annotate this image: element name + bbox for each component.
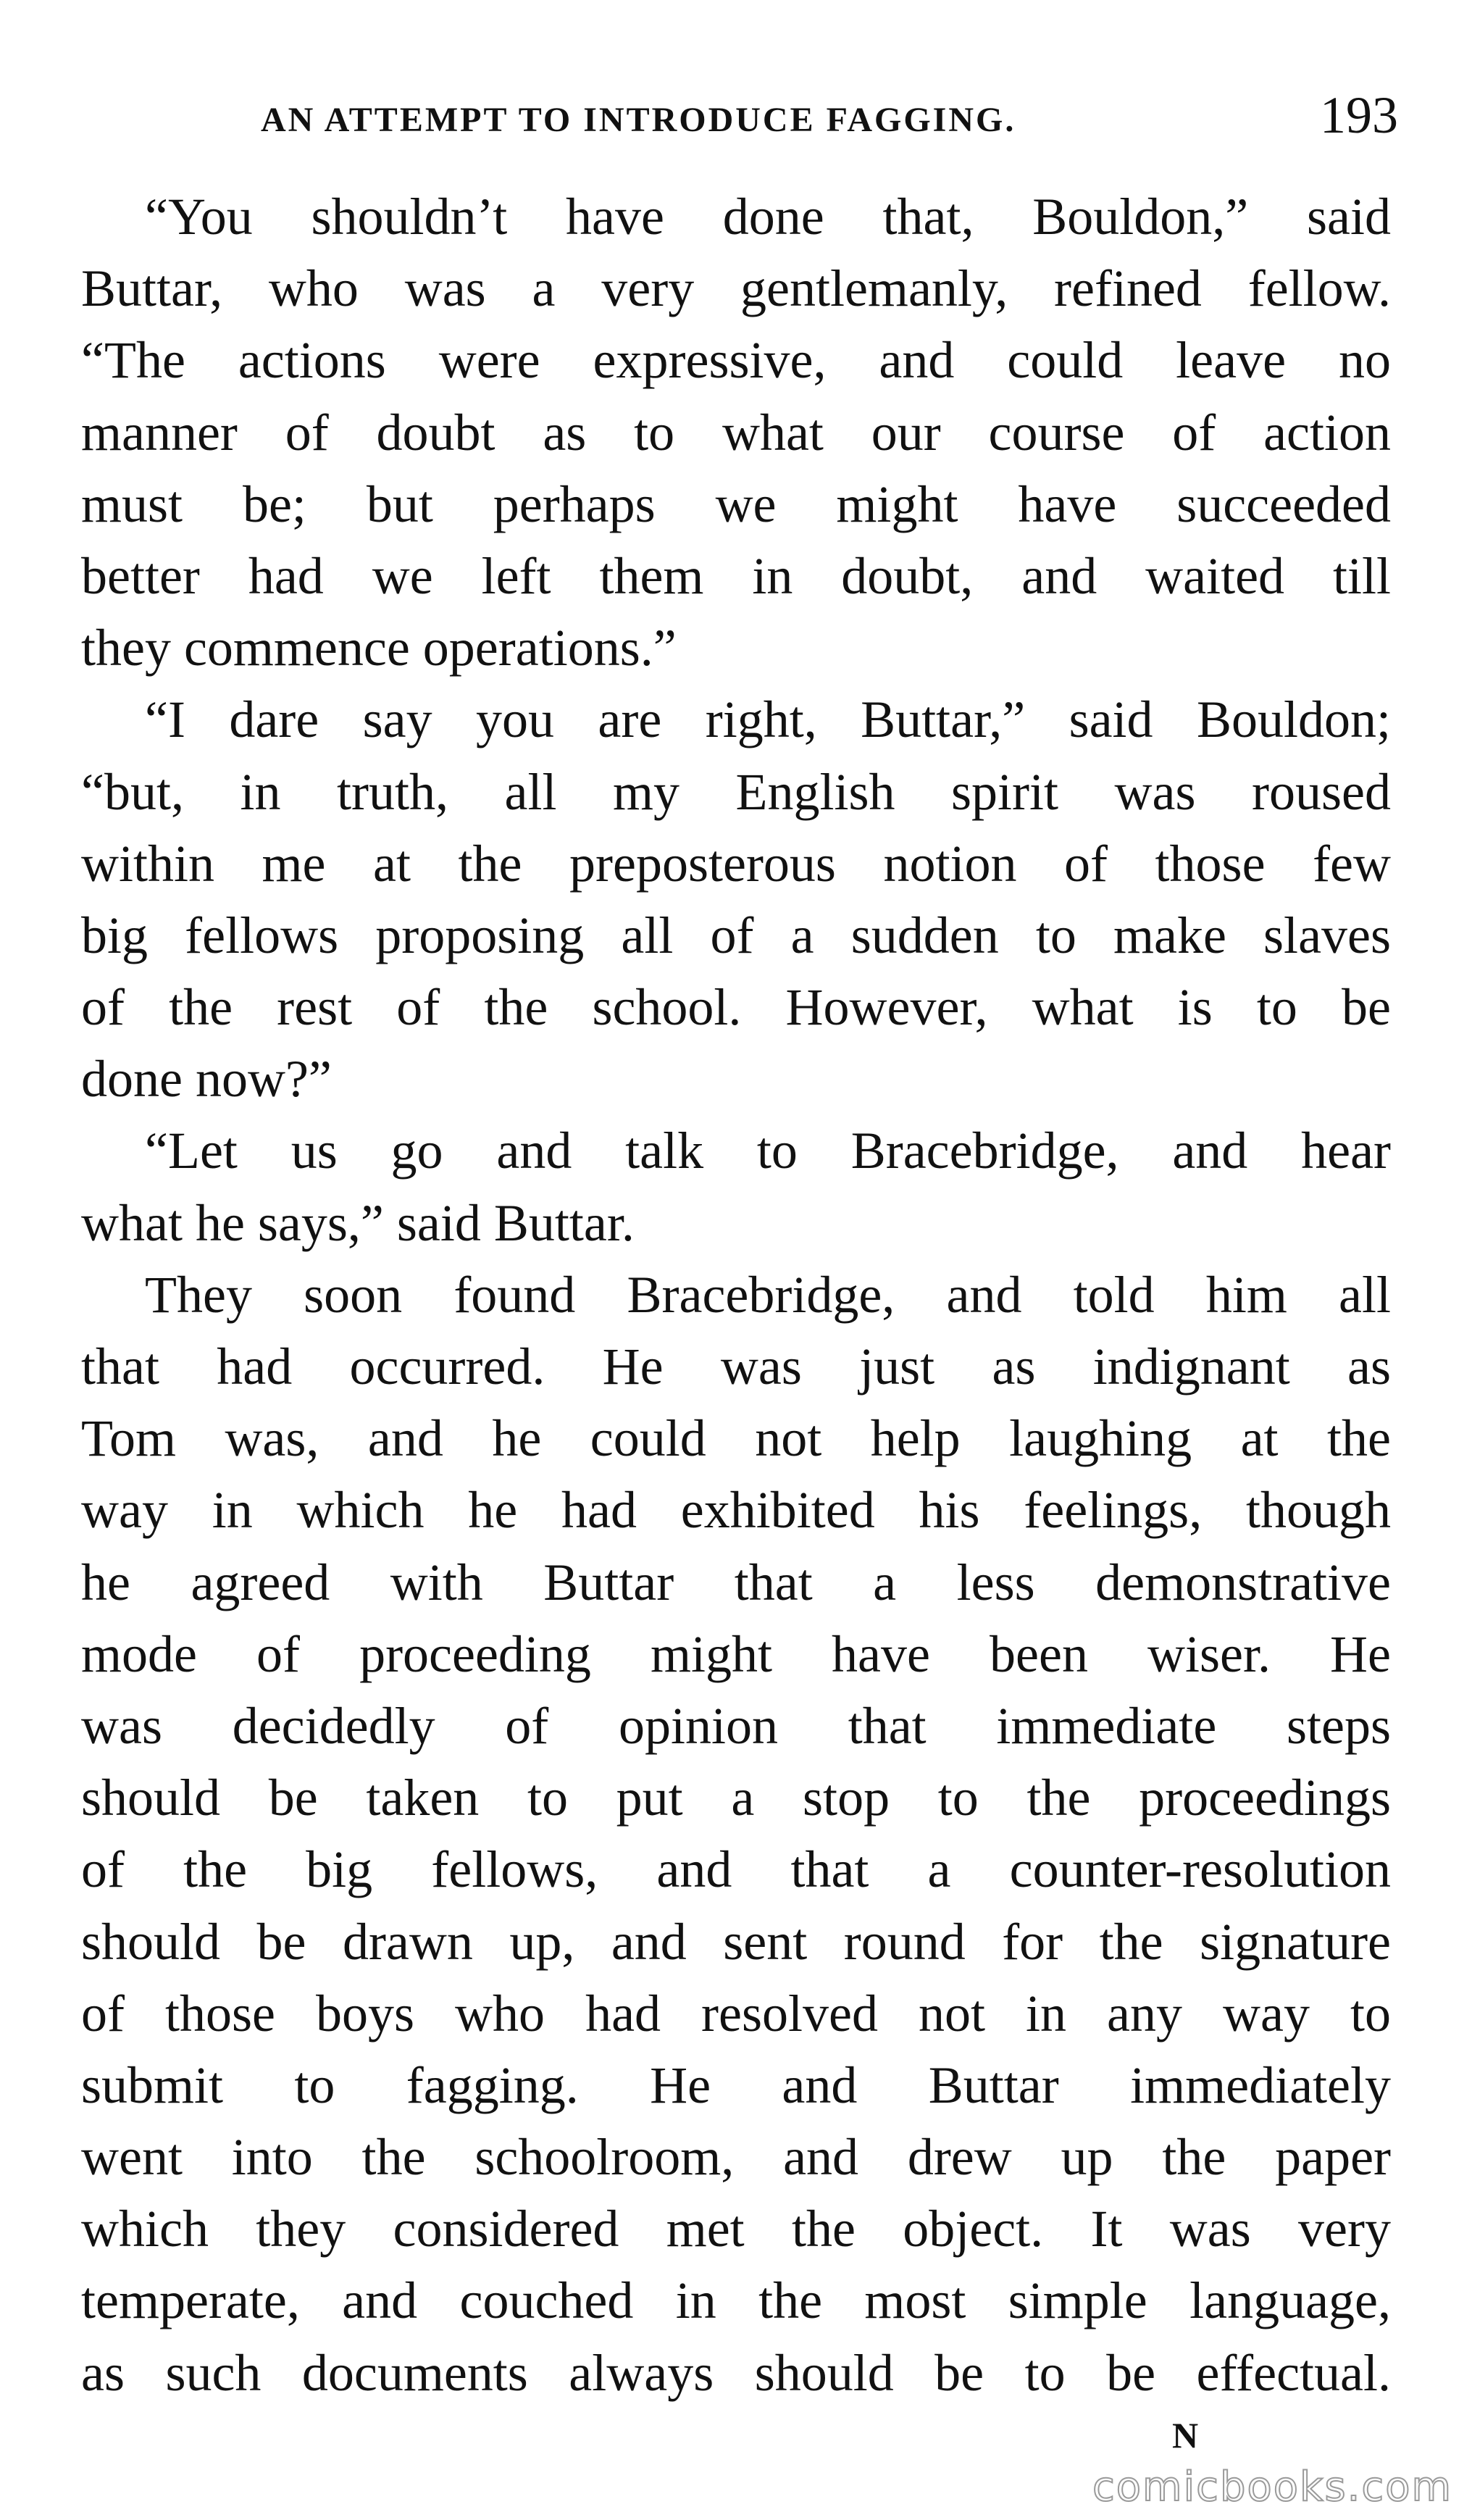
text-line: big fellows proposing all of a sudden to make slaves	[81, 906, 1391, 964]
text-line: of the big fellows, and that a counter-resolution	[81, 1840, 1391, 1899]
text-line: Tom was, and he could not help laughing at the	[81, 1409, 1391, 1468]
text-line: as such documents always should be to be effectual.	[81, 2343, 1391, 2402]
text-line: must be; but perhaps we might have succeeded	[81, 475, 1391, 533]
text-line: they commence operations.”	[81, 619, 677, 677]
running-title: AN ATTEMPT TO INTRODUCE FAGGING.	[261, 101, 1016, 139]
text-line: what he says,” said Buttar.	[81, 1193, 635, 1252]
body-text	[81, 181, 1391, 2409]
text-line: was decidedly of opinion that immediate steps	[81, 1696, 1391, 1755]
text-line: “You shouldn’t have done that, Bouldon,” said	[145, 188, 1391, 246]
text-line: “Let us go and talk to Bracebridge, and hear	[145, 1122, 1391, 1180]
text-line: way in which he had exhibited his feelings, though	[81, 1481, 1391, 1540]
text-line: mode of proceeding might have been wiser. He	[81, 1624, 1391, 1683]
page-number: 193	[1320, 86, 1398, 144]
text-line: “I dare say you are right, Buttar,” said Bouldon;	[145, 691, 1391, 749]
text-line: “but, in truth, all my English spirit was roused	[81, 762, 1391, 821]
text-line: should be drawn up, and sent round for the signature	[81, 1912, 1391, 1971]
text-line: should be taken to put a stop to the proceedings	[81, 1769, 1391, 1827]
text-line: better had we left them in doubt, and waited till	[81, 546, 1391, 605]
signature-mark: N	[1172, 2415, 1199, 2456]
text-line: done now?”	[81, 1050, 332, 1109]
text-line: temperate, and couched in the most simple language,	[81, 2271, 1391, 2330]
text-line: “The actions were expressive, and could leave no	[81, 331, 1391, 390]
paragraph-1	[81, 181, 1391, 684]
text-line: that had occurred. He was just as indignant as	[81, 1338, 1391, 1395]
text-line: of those boys who had resolved not in any way to	[81, 1984, 1391, 2043]
text-line: which they considered met the object. It was very	[81, 2200, 1391, 2258]
text-line: submit to fagging. He and Buttar immediately	[81, 2056, 1391, 2114]
page-header	[261, 85, 1398, 151]
paragraph-3	[81, 1115, 1391, 1259]
paragraph-2	[81, 684, 1391, 1115]
watermark: comicbooks.com	[1092, 2463, 1453, 2511]
text-line: They soon found Bracebridge, and told him all	[145, 1265, 1391, 1324]
text-line: of the rest of the school. However, what is to be	[81, 978, 1391, 1037]
text-line: went into the schoolroom, and drew up the paper	[81, 2128, 1391, 2187]
text-line: manner of doubt as to what our course of action	[81, 403, 1391, 462]
paragraph-4	[81, 1259, 1391, 2409]
text-line: within me at the preposterous notion of those few	[81, 834, 1391, 893]
text-line: he agreed with Buttar that a less demonstrative	[81, 1553, 1391, 1611]
text-line: Buttar, who was a very gentlemanly, refined fellow.	[81, 259, 1391, 318]
